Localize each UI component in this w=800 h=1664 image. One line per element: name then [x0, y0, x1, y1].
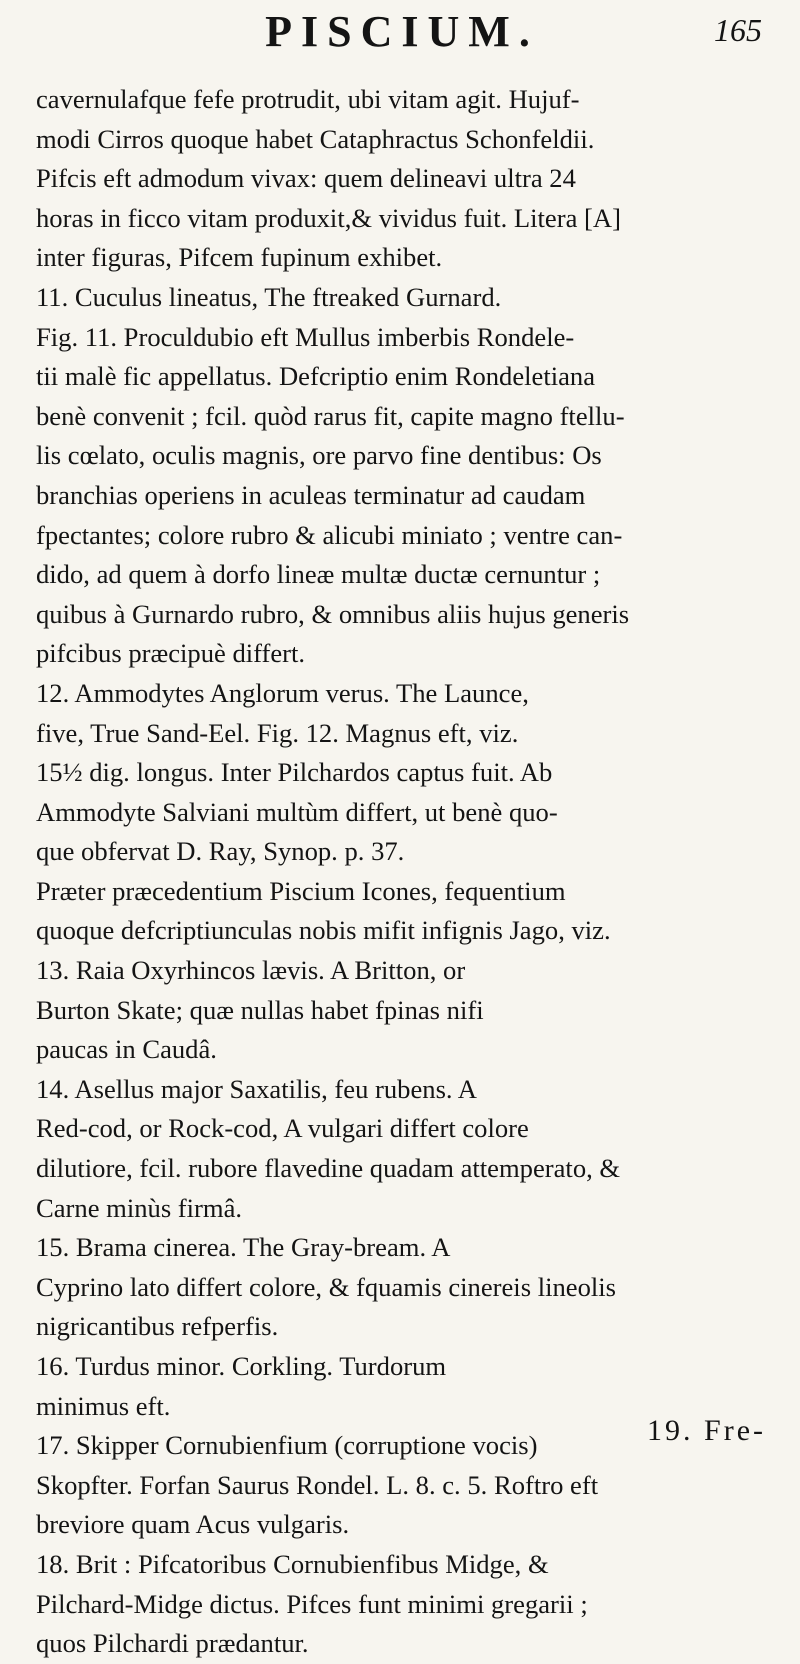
text-line: 17. Skipper Cornubienfium (corruptione vocis) — [36, 1430, 538, 1461]
text-line: lis cœlato, oculis magnis, ore parvo fine dentibus: Os — [36, 440, 602, 471]
text-line: tii malè fic appellatus. Defcriptio enim Rondeletiana — [36, 361, 596, 392]
text-line: Fig. 11. Proculdubio eft Mullus imberbis Rondele- — [36, 321, 575, 352]
text-line: inter figuras, Pifcem fupinum exhibet. — [36, 242, 443, 273]
text-line: quibus à Gurnardo rubro, & omnibus aliis hujus generis — [36, 598, 630, 629]
text-line: Burton Skate; quæ nullas habet fpinas nifi — [36, 994, 484, 1025]
text-line: pifcibus præcipuè differt. — [36, 638, 306, 669]
running-head — [36, 0, 768, 80]
catchword: 19. Fre- — [647, 1414, 766, 1447]
text-line: Ammodyte Salviani multùm differt, ut benè quo- — [36, 796, 558, 827]
text-line: nigricantibus refperfis. — [36, 1311, 279, 1342]
text-line: quos Pilchardi prædantur. — [36, 1628, 309, 1659]
text-line: Præter præcedentium Piscium Icones, fequentium — [36, 875, 566, 906]
running-title: PISCIUM. — [265, 7, 539, 56]
text-line: paucas in Caudâ. — [36, 1034, 217, 1065]
text-line: cavernulafque fefe protrudit, ubi vitam agit. Hujuf- — [36, 84, 580, 114]
text-line: que obfervat D. Ray, Synop. p. 37. — [36, 836, 405, 867]
text-line: Cyprino lato differt colore, & fquamis cinereis lineolis — [36, 1271, 616, 1302]
text-line: breviore quam Acus vulgaris. — [36, 1509, 350, 1540]
text-line: branchias operiens in aculeas terminatur ad caudam — [36, 479, 586, 510]
text-line: quoque defcriptiunculas nobis mifit infignis Jago, viz. — [36, 915, 611, 946]
text-line: 16. Turdus minor. Corkling. Turdorum — [36, 1351, 447, 1381]
text-line: 15½ dig. longus. Inter Pilchardos captus fuit. Ab — [36, 757, 553, 788]
text-line: horas in ficco vitam produxit,& vividus fuit. Litera [A] — [36, 202, 621, 233]
text-line: modi Cirros quoque habet Cataphractus Schonfeldii. — [36, 123, 595, 154]
text-line: Pifcis eft admodum vivax: quem delineavi ultra 24 — [36, 163, 576, 194]
text-line: Pilchard-Midge dictus. Pifces funt minimi gregarii ; — [36, 1588, 588, 1619]
text-line: 11. Cuculus lineatus, The ftreaked Gurnard. — [36, 281, 502, 312]
text-line: 15. Brama cinerea. The Gray-bream. A — [36, 1232, 451, 1263]
text-line: Carne minùs firmâ. — [36, 1192, 243, 1223]
text-line: Red-cod, or Rock-cod, A vulgari differt colore — [36, 1113, 529, 1144]
page-number: 165 — [714, 12, 762, 48]
text-line: minimus eft. — [36, 1390, 171, 1421]
text-line: dido, ad quem à dorfo lineæ multæ ductæ cernuntur ; — [36, 559, 601, 590]
text-line: fpectantes; colore rubro & alicubi miniato ; ventre can- — [36, 519, 623, 550]
text-line: benè convenit ; fcil. quòd rarus fit, capite magno ftellu- — [36, 400, 625, 431]
text-line: five, True Sand-Eel. Fig. 12. Magnus eft, viz. — [36, 717, 519, 748]
text-line: dilutiore, fcil. rubore flavedine quadam attemperato, & — [36, 1153, 621, 1184]
text-line: 14. Asellus major Saxatilis, feu rubens. A — [36, 1073, 477, 1104]
text-line: 18. Brit : Pifcatoribus Cornubienfibus Midge, & — [36, 1548, 549, 1579]
text-line: 12. Ammodytes Anglorum verus. The Launce, — [36, 677, 529, 708]
text-line: 13. Raia Oxyrhincos lævis. A Britton, or — [36, 955, 466, 986]
text-line: Skopfter. Forfan Saurus Rondel. L. 8. c. 5. Roftro eft — [36, 1469, 599, 1500]
